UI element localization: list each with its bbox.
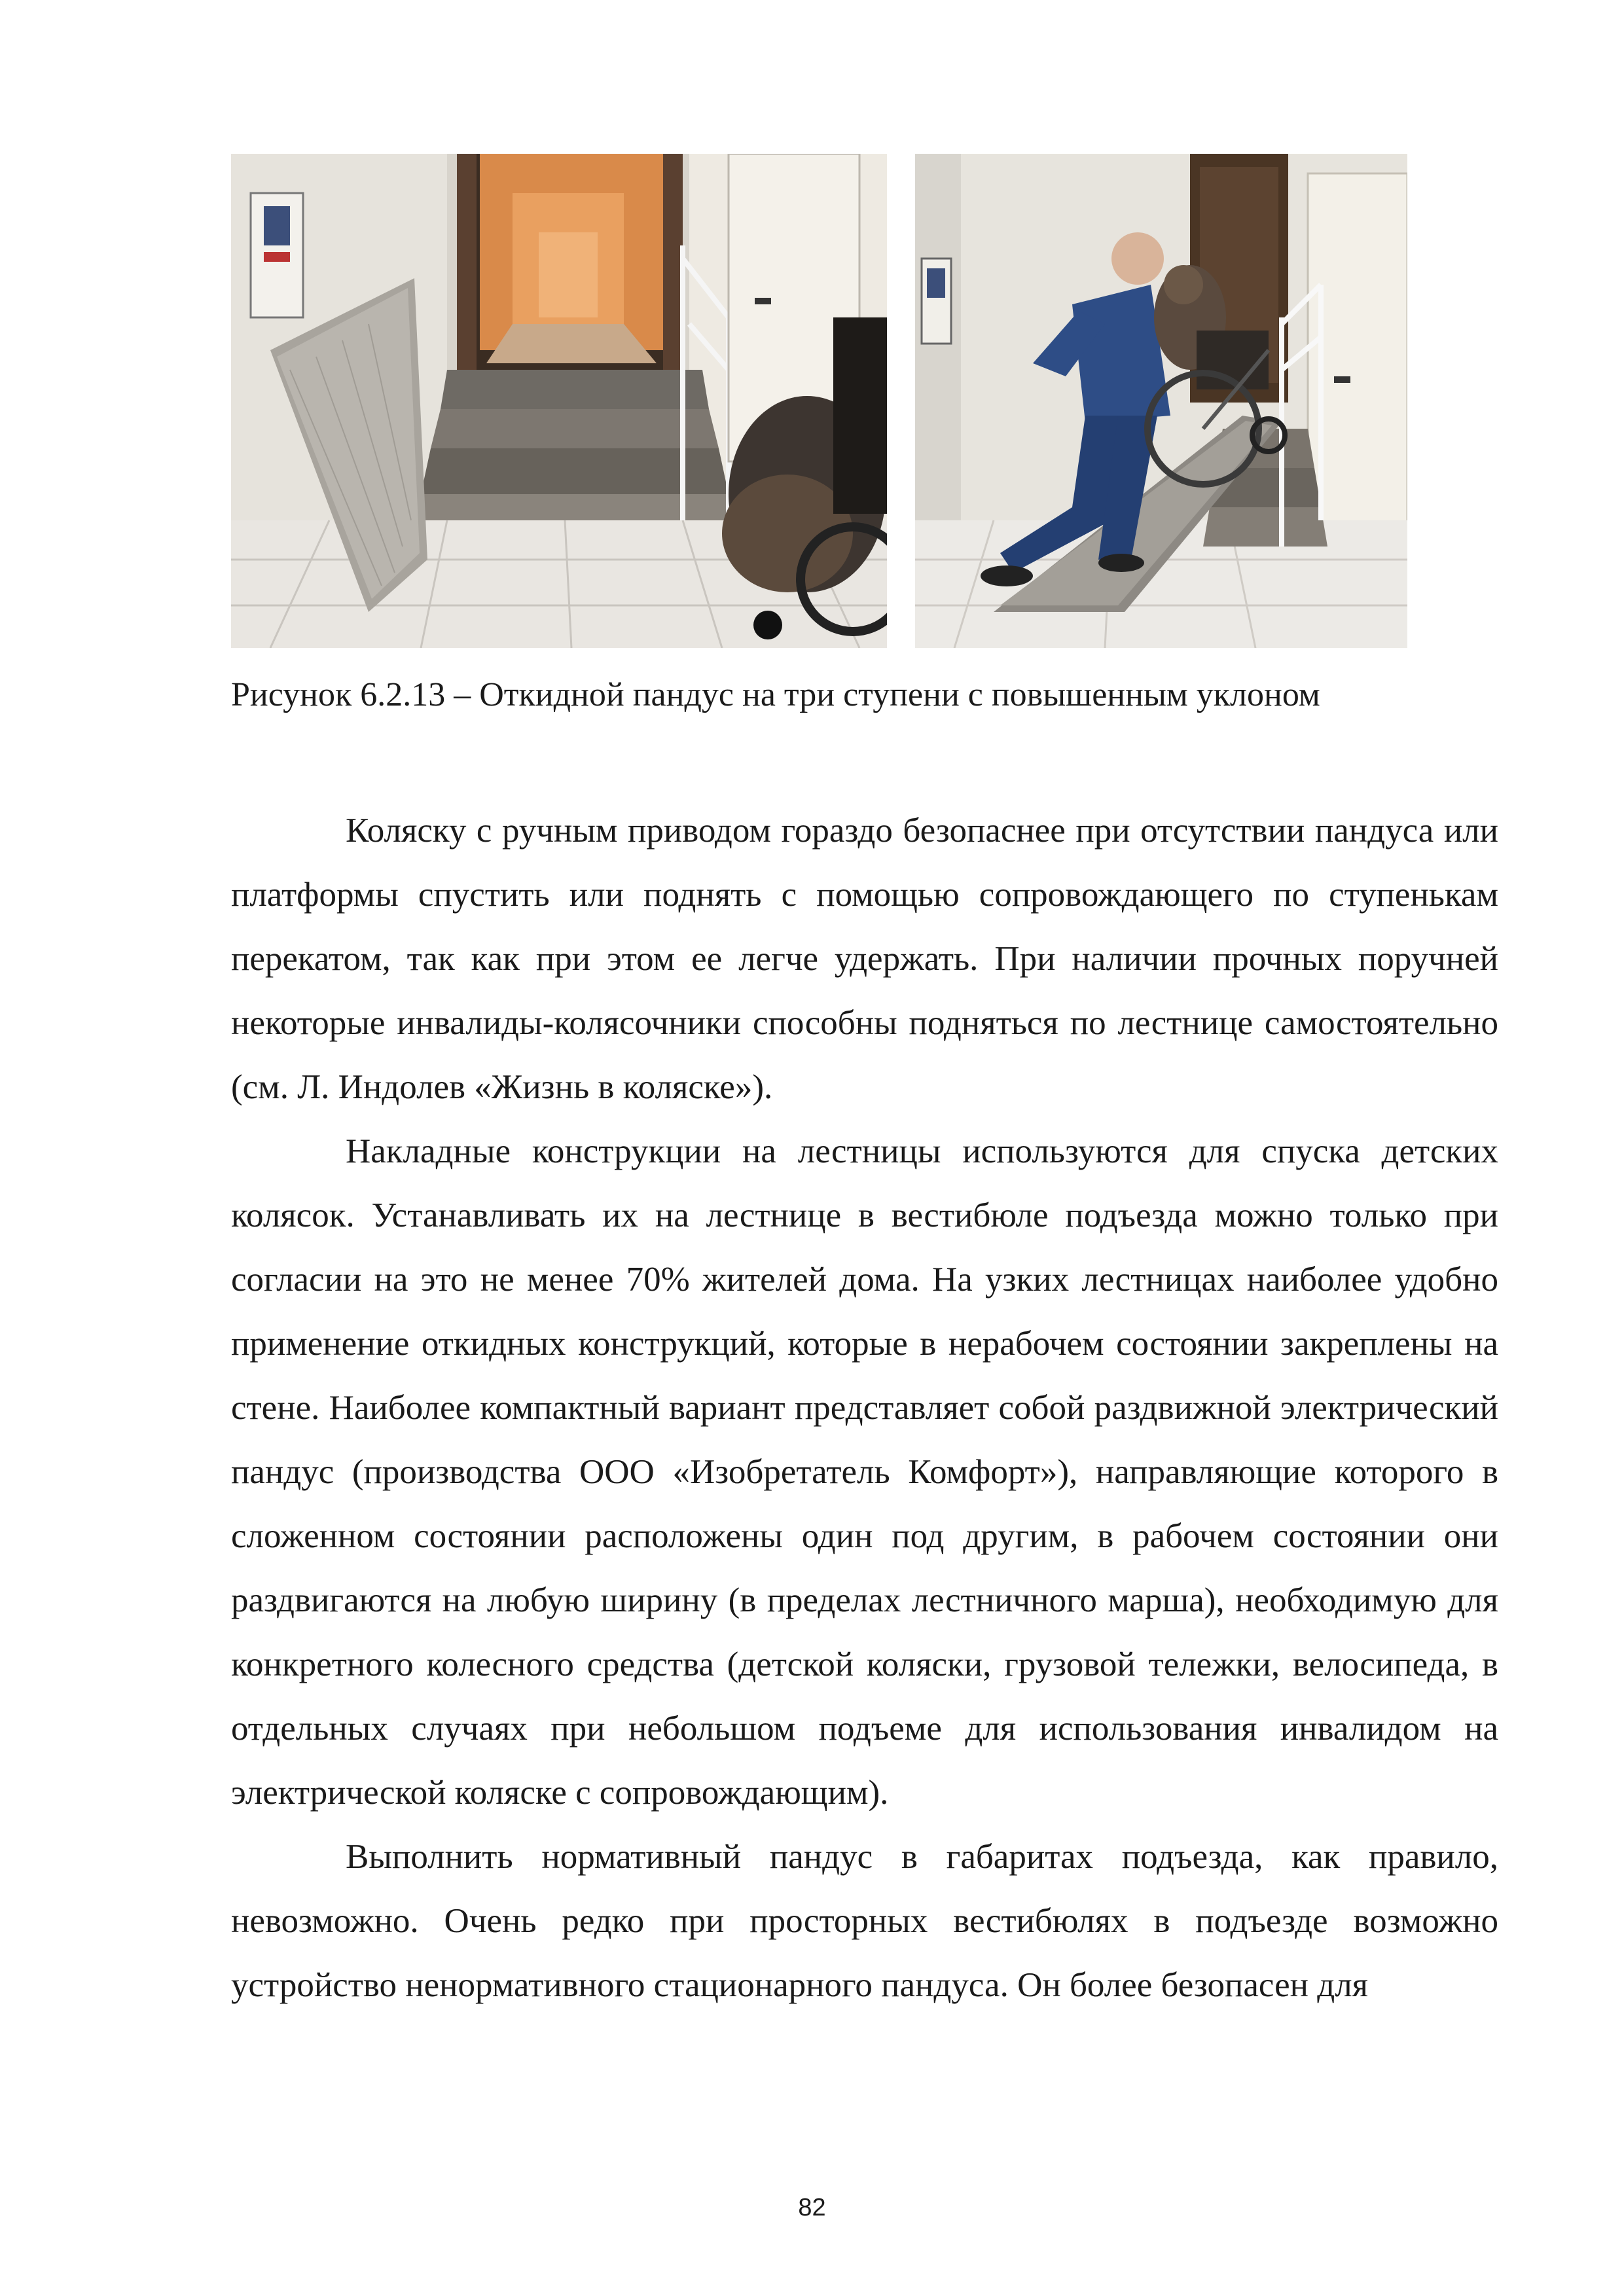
- figure-caption: Рисунок 6.2.13 – Откидной пандус на три ступени с повышенным уклоном: [231, 676, 1320, 713]
- paragraph: Накладные конструкции на лестницы используются для спуска детских колясок. Устанавливать их на лестнице в вестибюле подъезда можно только при согласии на это не менее 70% жителей дома. На узких лестницах наиболее удобно применение откидных конструкций, которые в нерабочем состоянии закреплены на стене. Наиболее компактный вариант представляет собой раздвижной электрический пандус (производства ООО «Изобретатель Комфорт»), направляющие которого в сложенном состоянии расположены один под другим, в рабочем состоянии они раздвигаются на любую ширину (в пределах лестничного марша), необходимую для конкретного колесного средства (детской коляски, грузовой тележки, велосипеда, в отдельных случаях при небольшом подъеме для использования инвалидом на электрической коляске с сопровождающим).: [231, 1132, 1498, 1812]
- ramp-in-use-illustration: [915, 154, 1407, 648]
- folded-ramp-illustration: [231, 154, 887, 648]
- paragraph: Выполнить нормативный пандус в габаритах подъезда, как правило, невозможно. Очень редко при просторных вестибюлях в подъезде возможно устройство ненормативного стационарного пандуса. Он более безопасен для: [231, 1838, 1498, 2004]
- figure-photo-folded-ramp: [231, 154, 887, 648]
- page-number: 82: [798, 2194, 826, 2221]
- body-text: [231, 798, 1498, 2017]
- paragraph: Коляску с ручным приводом гораздо безопаснее при отсутствии пандуса или платформы спустить или поднять с помощью сопровождающего по ступенькам перекатом, так как при этом ее легче удержать. При наличии прочных поручней некоторые инвалиды-колясочники способны подняться по лестнице самостоятельно (см. Л. Индолев «Жизнь в коляске»).: [231, 812, 1498, 1106]
- figure-photo-ramp-in-use: [915, 154, 1407, 648]
